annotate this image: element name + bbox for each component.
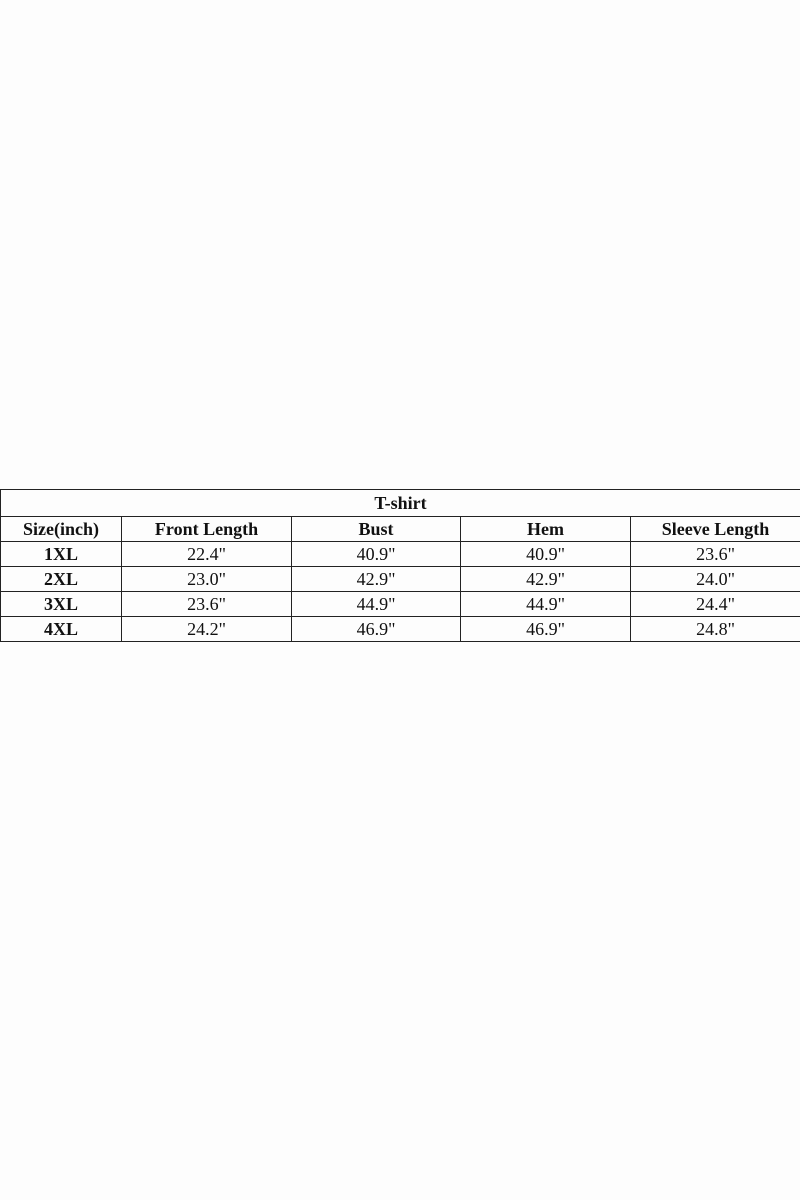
sleeve-length-cell: 23.6" xyxy=(631,542,800,567)
table-header-row xyxy=(1,517,800,542)
bust-cell: 44.9" xyxy=(292,592,461,617)
hem-cell: 44.9" xyxy=(461,592,631,617)
front-length-cell: 22.4" xyxy=(122,542,292,567)
size-cell: 2XL xyxy=(1,567,122,592)
column-header-hem: Hem xyxy=(461,517,631,542)
table-row xyxy=(1,617,800,642)
column-header-sleeve-length: Sleeve Length xyxy=(631,517,800,542)
table-row xyxy=(1,592,800,617)
hem-cell: 40.9" xyxy=(461,542,631,567)
table-title-row xyxy=(1,490,800,517)
column-header-bust: Bust xyxy=(292,517,461,542)
size-cell: 1XL xyxy=(1,542,122,567)
sleeve-length-cell: 24.0" xyxy=(631,567,800,592)
size-cell: 3XL xyxy=(1,592,122,617)
sleeve-length-cell: 24.8" xyxy=(631,617,800,642)
bust-cell: 42.9" xyxy=(292,567,461,592)
hem-cell: 46.9" xyxy=(461,617,631,642)
sleeve-length-cell: 24.4" xyxy=(631,592,800,617)
column-header-front-length: Front Length xyxy=(122,517,292,542)
hem-cell: 42.9" xyxy=(461,567,631,592)
size-chart-table xyxy=(0,489,800,642)
table-row xyxy=(1,542,800,567)
size-cell: 4XL xyxy=(1,617,122,642)
table-title: T-shirt xyxy=(1,490,800,517)
front-length-cell: 24.2" xyxy=(122,617,292,642)
front-length-cell: 23.6" xyxy=(122,592,292,617)
front-length-cell: 23.0" xyxy=(122,567,292,592)
bust-cell: 46.9" xyxy=(292,617,461,642)
bust-cell: 40.9" xyxy=(292,542,461,567)
column-header-size: Size(inch) xyxy=(1,517,122,542)
table-row xyxy=(1,567,800,592)
